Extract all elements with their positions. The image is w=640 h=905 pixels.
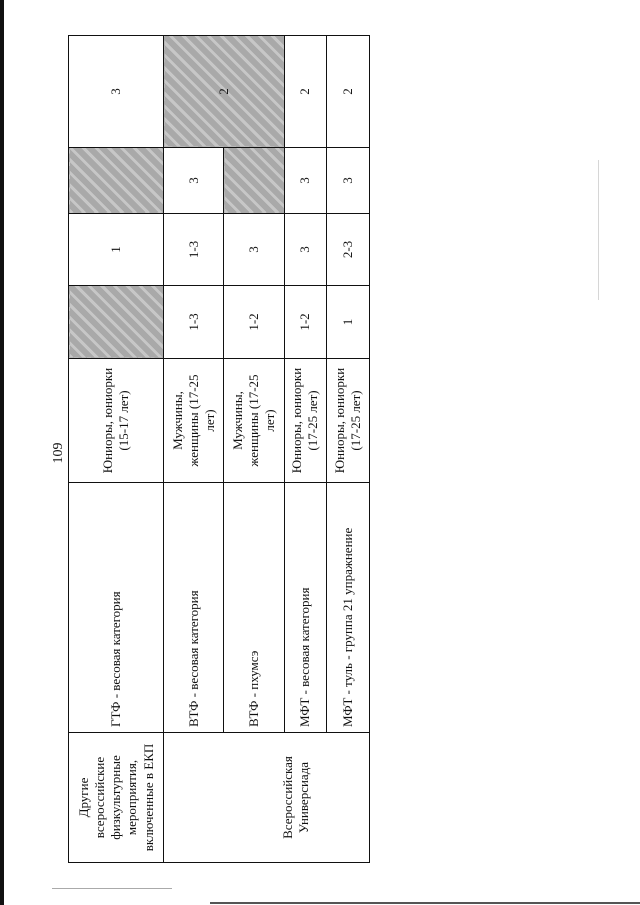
scan-artifact-line bbox=[598, 160, 599, 300]
event-name-cell: МФТ - весовая категория bbox=[284, 483, 327, 733]
age-group-cell: Юниоры, юниорки (17-25 лет) bbox=[327, 359, 370, 483]
category-group-cell: Всероссийская Универсиада bbox=[224, 733, 370, 863]
value-cell: 3 bbox=[224, 214, 284, 286]
value-cell: 3 bbox=[69, 36, 164, 148]
value-cell: 3 bbox=[327, 148, 370, 214]
value-cell: 1 bbox=[327, 286, 370, 359]
value-cell: 2 bbox=[284, 36, 327, 148]
event-name-cell: ГТФ - весовая категория bbox=[69, 483, 164, 733]
value-cell: 3 bbox=[164, 148, 224, 214]
competition-table-container bbox=[68, 36, 370, 863]
shaded-cell bbox=[69, 286, 164, 359]
shaded-cell: 2 bbox=[164, 36, 284, 148]
age-group-cell: Юниоры, юниорки (15-17 лет) bbox=[69, 359, 164, 483]
age-group-cell: Мужчины, женщины (17-25 лет) bbox=[224, 359, 284, 483]
scan-artifact-line bbox=[52, 888, 172, 889]
value-cell: 1 bbox=[69, 214, 164, 286]
category-group-cell-continued bbox=[164, 733, 224, 863]
rotated-table bbox=[68, 36, 370, 863]
event-name-cell: МФТ - туль - группа 21 упражнение bbox=[327, 483, 370, 733]
value-cell: 1-2 bbox=[224, 286, 284, 359]
shaded-cell bbox=[69, 148, 164, 214]
event-name-cell: ВТФ - пхумсэ bbox=[224, 483, 284, 733]
page-left-edge bbox=[0, 0, 4, 905]
shaded-cell bbox=[224, 148, 284, 214]
page-bottom-edge bbox=[210, 902, 640, 904]
age-group-cell: Юниоры, юниорки (17-25 лет) bbox=[284, 359, 327, 483]
category-group-cell: Другие всероссийские физкультурные мероприятия, включенные в ЕКП bbox=[69, 733, 164, 863]
page-number: 109 bbox=[51, 442, 66, 464]
value-cell: 1-3 bbox=[164, 286, 224, 359]
table-row bbox=[69, 36, 164, 863]
event-name-cell: ВТФ - весовая категория bbox=[164, 483, 224, 733]
value-cell: 2 bbox=[327, 36, 370, 148]
age-group-cell: Мужчины, женщины (17-25 лет) bbox=[164, 359, 224, 483]
competition-table bbox=[68, 35, 370, 863]
value-cell: 2-3 bbox=[327, 214, 370, 286]
value-cell: 1-2 bbox=[284, 286, 327, 359]
table-row bbox=[224, 36, 284, 863]
value-cell: 1-3 bbox=[164, 214, 224, 286]
value-cell: 3 bbox=[284, 214, 327, 286]
value-cell: 3 bbox=[284, 148, 327, 214]
table-row bbox=[164, 36, 224, 863]
